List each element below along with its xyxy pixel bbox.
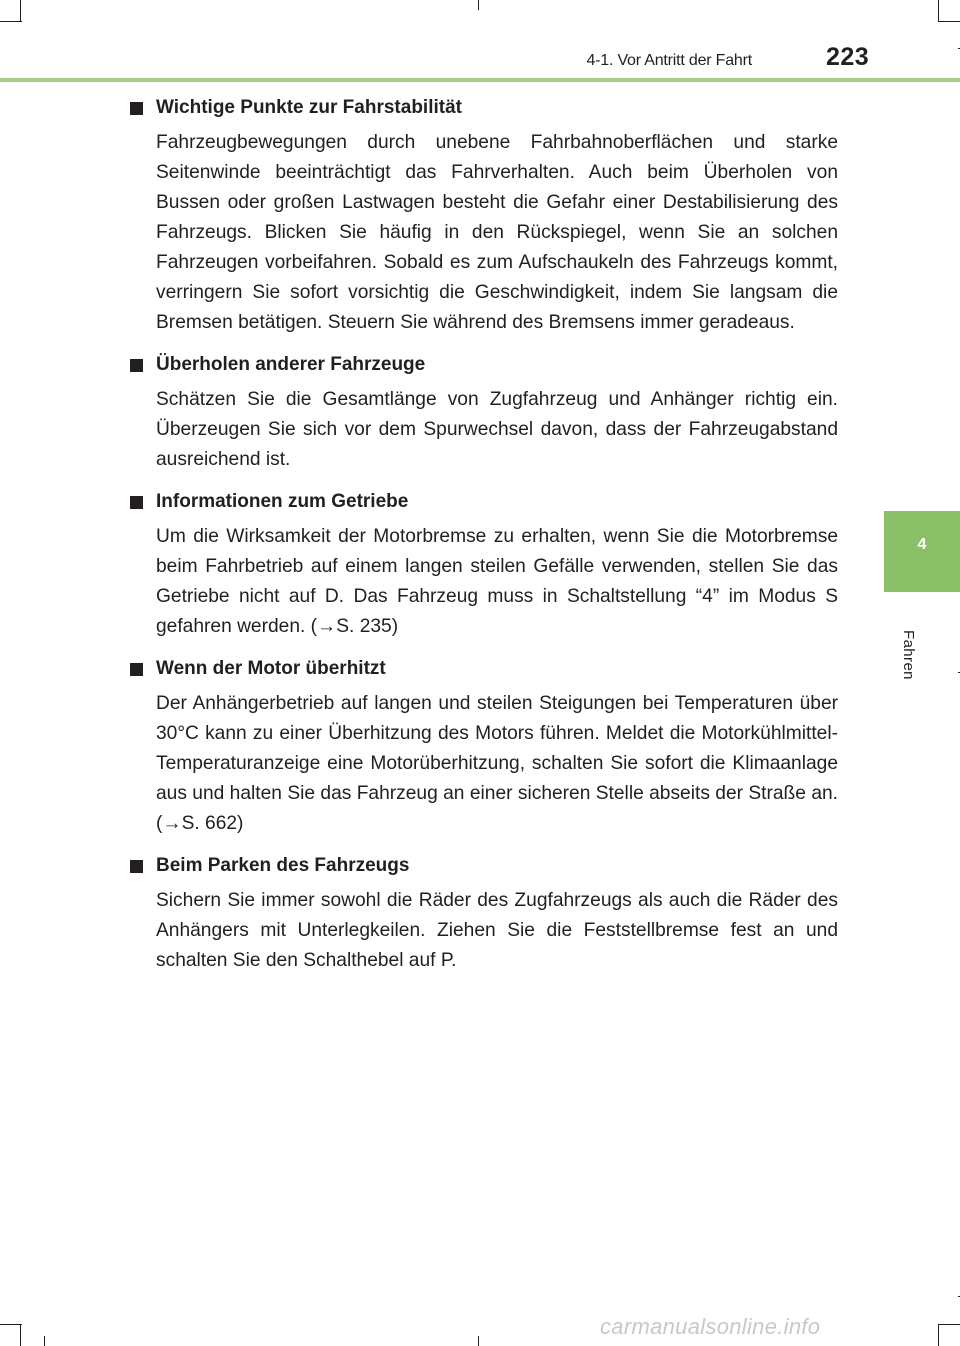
section-heading (128, 852, 838, 880)
heading-text: Überholen anderer Fahrzeuge (156, 354, 426, 375)
section-heading (128, 488, 838, 516)
crop-mark (938, 0, 939, 22)
section-heading (128, 351, 838, 379)
chapter-number: 4 (917, 536, 927, 553)
crop-mark (20, 1324, 21, 1346)
page-number: 223 (826, 43, 870, 71)
crop-mark (938, 1324, 939, 1346)
section (128, 655, 838, 839)
crop-mark (938, 21, 960, 22)
section-text: Sichern Sie immer sowohl die Räder des Zugfahrzeugs als auch die Räder des Anhängers mit Unterlegkeilen. Ziehen Sie die Feststellbremse fest an und schalten Sie den Schalthebel auf P. (156, 890, 838, 971)
main-content (128, 94, 838, 989)
crop-mark (938, 1324, 960, 1325)
chapter-label-text: Fahren (900, 630, 917, 680)
square-bullet-icon (130, 102, 143, 115)
section (128, 351, 838, 475)
square-bullet-icon (130, 496, 143, 509)
chapter-tab (884, 511, 960, 592)
heading-text: Informationen zum Getriebe (156, 491, 409, 512)
crop-mark (0, 21, 22, 22)
square-bullet-icon (130, 359, 143, 372)
crop-mark (478, 1336, 479, 1346)
heading-text: Beim Parken des Fahrzeugs (156, 855, 410, 876)
crop-mark (20, 0, 21, 22)
header-rule (0, 78, 960, 82)
section-title: 4-1. Vor Antritt der Fahrt (586, 52, 752, 69)
heading-text: Wenn der Motor überhitzt (156, 658, 386, 679)
section-heading (128, 94, 838, 122)
section-text: Fahrzeugbewegungen durch unebene Fahrbahnoberflächen und starke Seitenwinde beeinträchtigt das Fahrverhalten. Auch beim Überholen von Bussen oder großen Lastwagen besteht die Gefahr einer Destabilisierung des Fahrzeugs. Blicken Sie häufig in den Rückspiegel, wenn Sie an solchen Fahrzeugen vorbeifahren. Sobald es zum Aufschaukeln des Fahrzeugs kommt, verringern Sie sofort vorsichtig die Geschwindigkeit, indem Sie langsam die Bremsen betätigen. Steuern Sie während des Bremsens immer geradeaus. (156, 132, 838, 333)
section-heading (128, 655, 838, 683)
section (128, 488, 838, 642)
crop-mark (0, 1324, 22, 1325)
crop-mark (44, 1336, 45, 1346)
crop-mark (478, 0, 479, 10)
square-bullet-icon (130, 663, 143, 676)
section-text: Um die Wirksamkeit der Motorbremse zu erhalten, wenn Sie die Motorbremse beim Fahrbetrieb auf einem langen steilen Gefälle verwenden, stellen Sie das Getriebe nicht auf D. Das Fahrzeug muss in Schaltstellung “4” im Modus S gefahren werden. (→S. 235) (156, 526, 838, 637)
section (128, 852, 838, 976)
heading-text: Wichtige Punkte zur Fahrstabilität (156, 97, 462, 118)
square-bullet-icon (130, 860, 143, 873)
section-text: Der Anhängerbetrieb auf langen und steilen Steigungen bei Temperaturen über 30°C kann zu einer Überhitzung des Motors führen. Meldet die Motorkühlmittel-Temperaturanzeige eine Motorüberhitzung, schalten Sie sofort die Klimaanlage aus und halten Sie das Fahrzeug an einer sicheren Stelle abseits der Straße an. (→S. 662) (156, 693, 838, 834)
section-text: Schätzen Sie die Gesamtlänge von Zugfahrzeug und Anhänger richtig ein. Überzeugen Sie sich vor dem Spurwechsel davon, dass der Fahrzeugabstand ausreichend ist. (156, 389, 838, 470)
section (128, 94, 838, 338)
chapter-label (900, 630, 923, 680)
watermark: carmanualsonline.info (600, 1314, 821, 1339)
